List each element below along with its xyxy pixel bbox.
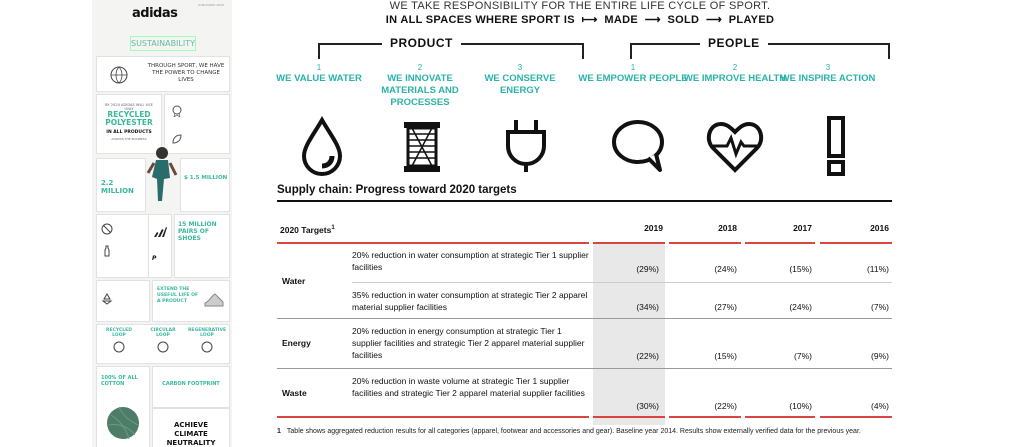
lifecycle-steps [370,13,790,26]
header-year: 2016 [870,223,889,233]
group-label-water: Water [282,276,306,286]
table-footnote: 1 Table shows aggregated reduction results for all categories (apparel, footwear and accessories and gear). Baseline year 2014. Results show externally verified data for the previous year. [277,428,861,435]
product-label: PRODUCT [382,36,461,50]
step-sold: SOLD [667,14,700,26]
climate-goal-text: ACHIEVE CLIMATE NEUTRALITY [166,421,216,447]
section-title: Supply chain: Progress toward 2020 targets [277,184,517,196]
group-label-waste: Waste [282,388,307,398]
pillar-health: 2 WE IMPROVE HEALTH [683,63,787,84]
circular-loop-label: CIRCULAR LOOP [150,328,176,338]
value-cell: (22%) [636,351,659,361]
polyester-year: BY 2024 ADIDAS WILL USE ONLY [105,103,153,111]
value-cell: (22%) [714,401,737,411]
header-rule [593,242,665,244]
group-divider [277,368,892,369]
climate-goal-panel [152,408,230,447]
cotton-text: 100% OF ALL COTTON [101,375,138,387]
mission-text: THROUGH SPORT, WE HAVE THE POWER TO CHANGE LIVES [147,63,225,83]
lifecycle-prefix: IN ALL SPACES WHERE SPORT IS [385,14,575,26]
section-rule [277,200,892,202]
extend-panel [152,280,230,322]
speech-bubble-icon [608,116,668,176]
header-rule [820,242,892,244]
header-year: 2019 [644,223,663,233]
pillar-water: 1 WE VALUE WATER [276,63,362,84]
step-played: PLAYED [728,14,775,26]
polyester-title: RECYCLED POLYESTER [105,110,153,127]
carbon-text: CARBON FOOTPRINT [162,381,220,387]
adidas-logo: adidas [132,6,178,21]
globe-icon [109,65,129,85]
polyester-scope: IN ALL PRODUCTS [106,130,152,135]
carbon-panel [152,366,230,408]
target-description: 20% reduction in energy consumption at strategic Tier 1 supplier facilities and strategic Tier 2 apparel material supplier facilities [352,326,585,360]
award-icon [171,105,183,117]
table-bottom-rule [745,416,815,418]
leaf-icon [171,133,183,145]
value-cell: (24%) [789,302,812,312]
table-bottom-rule [669,416,741,418]
target-description: 35% reduction in water consumption at strategic Tier 2 apparel material supplier facilities [352,290,588,312]
exclamation-icon [806,116,866,176]
mission-panel [96,56,230,92]
value-cell: (4%) [871,401,889,411]
water-drop-icon [292,116,352,176]
recycle-icon [101,293,113,305]
shoes-panel [174,214,230,278]
header-year: 2018 [718,223,737,233]
loops-panel [96,324,230,364]
table-bottom-rule [820,416,892,418]
shoes-figure: 15 MILLION PAIRS OF SHOES [178,221,217,242]
group-divider [277,318,892,319]
group-label-energy: Energy [282,338,311,348]
plastic-panel [96,214,150,278]
loop-icons [103,339,223,355]
target-description: 20% reduction in waste volume at strategic Tier 1 supplier facilities and strategic Tier 2 apparel material supplier facilities [352,376,585,398]
value-cell: (10%) [789,401,812,411]
value-cell: (34%) [636,302,659,312]
heart-pulse-icon [705,116,765,176]
pillar-inspire: 3 WE INSPIRE ACTION [780,63,876,84]
shoe-image [203,291,225,309]
recycled-loop-label: RECYCLED LOOP [106,328,132,338]
header-year: 2017 [793,223,812,233]
step-made: MADE [604,14,638,26]
parley-logo: P [152,255,157,262]
lifecycle-statement: WE TAKE RESPONSIBILITY FOR THE ENTIRE LIFE CYCLE OF SPORT. [389,0,771,12]
header-rule [277,242,589,244]
yarn-ball-icon [105,405,141,441]
value-cell: (7%) [871,302,889,312]
no-plastic-icon [101,223,113,235]
publication-note: PUBLISHED 2020 [198,3,224,7]
arrow-right-icon: ⟶ [641,14,665,26]
cotton-panel [96,366,150,447]
value-cell: (29%) [636,264,659,274]
value-cell: (30%) [636,401,659,411]
partner-logos [148,214,172,278]
sustainability-banner: SUSTAINABILITY [130,36,196,51]
value-cell: (15%) [714,351,737,361]
value-cell: (24%) [714,264,737,274]
target-description: 20% reduction in water consumption at strategic Tier 1 supplier facilities [352,250,589,272]
value-cell: (7%) [794,351,812,361]
recycling-panel [96,280,150,322]
pillar-energy: 3 WE CONSERVE ENERGY [484,63,556,96]
value-cell: (11%) [866,264,889,274]
value-cell: (27%) [714,302,737,312]
pillar-empower: 1 WE EMPOWER PEOPLE [578,63,688,84]
pillar-materials: 2 WE INNOVATE MATERIALS AND PROCESSES [381,63,459,108]
runner-photo [144,145,180,203]
funding-figure: $ 1.5 MILLION [184,175,228,181]
people-label: PEOPLE [700,36,768,50]
header-rule [669,242,741,244]
table-bottom-rule [277,416,589,418]
employees-panel [96,158,146,212]
employees-figure: 2.2 MILLION [101,179,134,195]
extend-text: EXTEND THE USEFUL LIFE OF A PRODUCT [157,287,199,304]
arrow-right-icon: ⟼ [578,14,602,26]
value-cell: (15%) [789,264,812,274]
header-targets: 2020 Targets$^1$ [280,224,335,235]
value-cell: (9%) [871,351,889,361]
power-plug-icon [496,116,556,176]
funding-panel [180,158,230,212]
thread-spool-icon [392,116,452,176]
polyester-note: ACROSS THE BUSINESS [111,137,147,141]
header-rule [745,242,815,244]
table-bottom-rule [593,416,665,418]
arrow-right-icon: ⟶ [702,14,726,26]
adidas-stripes-icon [153,227,167,237]
row-divider [352,282,892,283]
sustainability-infographic [92,0,232,447]
bottle-icon [101,245,113,257]
regenerative-loop-label: REGENERATIVE LOOP [187,328,227,338]
